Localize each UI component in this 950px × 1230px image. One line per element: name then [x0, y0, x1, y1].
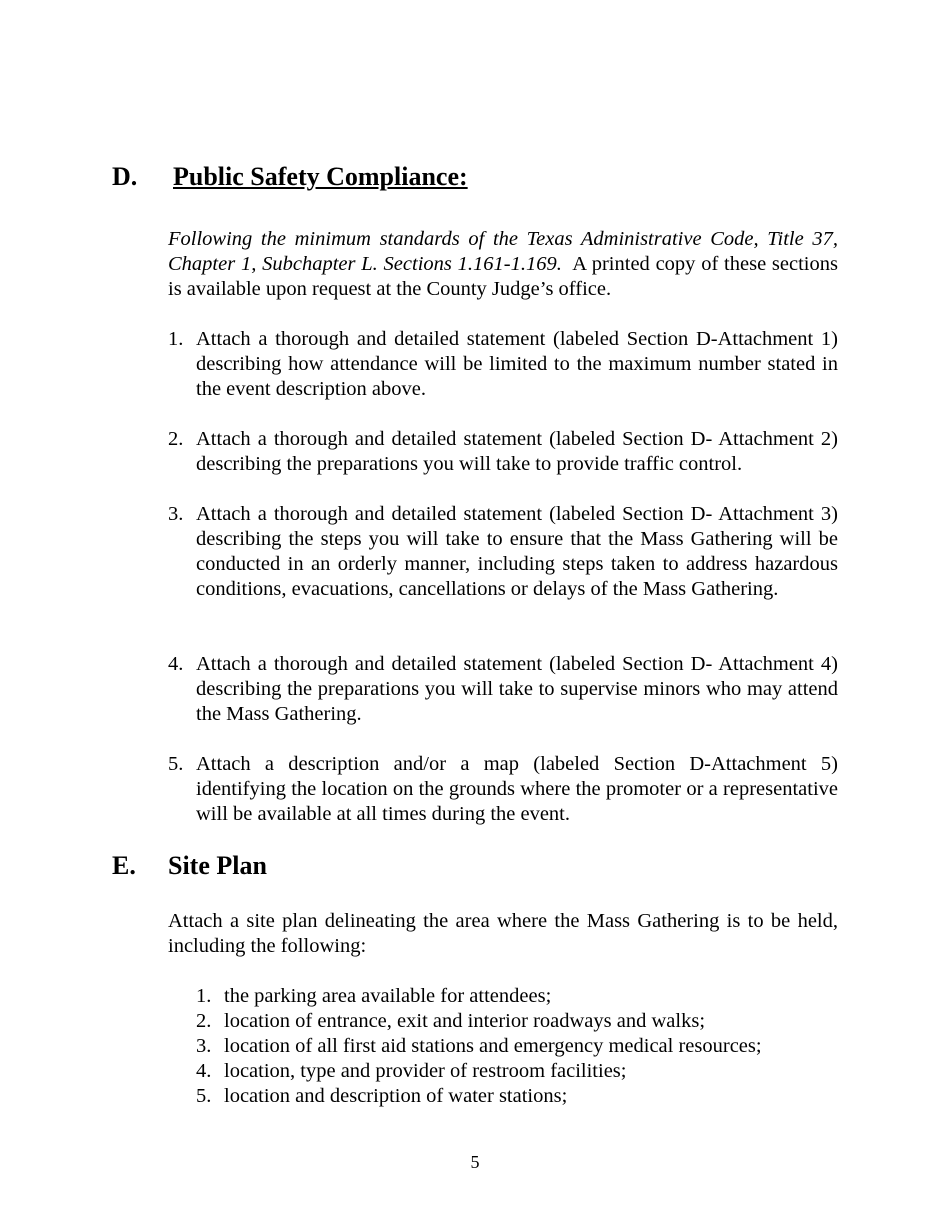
section-d-list-item [168, 427, 838, 477]
list-item-text: Attach a thorough and detailed statement (labeled Section D- Attachment 4) describing the preparations you will take to supervise minors who may attend the Mass Gathering. [196, 653, 838, 725]
list-item-text: location of entrance, exit and interior roadways and walks; [224, 1010, 706, 1032]
list-item-number: 1. [196, 985, 212, 1007]
section-e-heading [112, 851, 267, 881]
section-d-title: Public Safety Compliance: [173, 162, 468, 191]
list-item-number: 5. [196, 1085, 212, 1107]
section-d-intro-italic: Following the minimum standards of the Texas Administrative Code, Title 37, Chapter 1, Subchapter L. Sections 1.161-1.169. [168, 228, 838, 275]
list-item [196, 1084, 846, 1109]
section-d-letter: D. [112, 162, 138, 191]
list-item-number: 1. [168, 328, 184, 350]
list-item [196, 1034, 846, 1059]
section-d-heading [112, 162, 468, 192]
list-item-number: 2. [168, 428, 184, 450]
list-item-text: location and description of water stations; [224, 1085, 568, 1107]
list-item-text: location, type and provider of restroom facilities; [224, 1060, 627, 1082]
list-item-number: 5. [168, 753, 184, 775]
section-e-intro: Attach a site plan delineating the area where the Mass Gathering is to be held, including the following: [168, 910, 838, 957]
section-d-list-item [168, 652, 838, 727]
section-d-list-item [168, 752, 838, 827]
list-item [196, 1059, 846, 1084]
list-item-number: 3. [168, 503, 184, 525]
list-item-number: 2. [196, 1010, 212, 1032]
list-item-text: Attach a thorough and detailed statement (labeled Section D- Attachment 3) describing the steps you will take to ensure that the Mass Gathering will be conducted in an orderly manner, including steps taken to address hazardous conditions, evacuations, cancellations or delays of the Mass Gathering. [196, 503, 838, 600]
list-item-text: the parking area available for attendees; [224, 985, 552, 1007]
section-e-letter: E. [112, 851, 136, 880]
section-d-intro-rest: A printed copy of these sections is available upon request at the County Judge’s office. [168, 253, 838, 300]
list-item [196, 984, 846, 1009]
section-d-intro [168, 227, 838, 302]
list-item-number: 4. [196, 1060, 212, 1082]
list-item-text: location of all first aid stations and emergency medical resources; [224, 1035, 762, 1057]
section-d-list-item [168, 502, 838, 602]
list-item-text: Attach a thorough and detailed statement (labeled Section D-Attachment 1) describing how attendance will be limited to the maximum number stated in the event description above. [196, 328, 838, 400]
list-item-text: Attach a thorough and detailed statement (labeled Section D- Attachment 2) describing the preparations you will take to provide traffic control. [196, 428, 838, 475]
section-e-title: Site Plan [168, 851, 267, 880]
section-d-list-item [168, 327, 838, 402]
list-item-number: 4. [168, 653, 184, 675]
list-item-text: Attach a description and/or a map (labeled Section D-Attachment 5) identifying the location on the grounds where the promoter or a representative will be available at all times during the event. [196, 753, 838, 825]
site-plan-requirements-list [196, 984, 846, 1109]
page-number: 5 [470, 1152, 480, 1172]
list-item-number: 3. [196, 1035, 212, 1057]
list-item [196, 1009, 846, 1034]
